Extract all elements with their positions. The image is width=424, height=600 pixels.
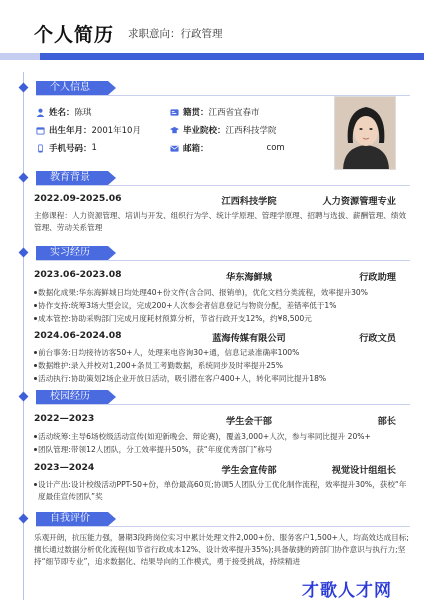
id-card-icon (170, 108, 179, 117)
calendar-icon (36, 126, 45, 135)
list-item: 数据化成果:华东海鲜城日均处理40+份文件(含合同、报销单)，优化文档分类流程，效率提升30% (38, 287, 410, 299)
list-item: 活动执行:协助策划2场企业开放日活动，吸引潜在客户400+人，转化率同比提升18% (38, 373, 410, 385)
phone-icon (36, 144, 45, 153)
work-row: 2023.06-2023.08 华东海鲜城 行政助理 (34, 269, 396, 283)
header-band (0, 53, 424, 60)
section-education-header: 教育背景 (36, 171, 108, 185)
page-title: 个人简历 (34, 24, 115, 46)
list-item: 团队管理:带领12人团队，分工效率提升50%，获“年度优秀部门”称号 (38, 444, 410, 456)
list-item: 活动统筹:主导6场校级活动宣传(如迎新晚会、辩论赛)，覆盖3,000+人次，参与率同比提升 20%+ (38, 431, 410, 443)
info-phone: 手机号码： 1 (36, 142, 97, 154)
mail-icon (170, 144, 179, 153)
section-info-header: 个人信息 (36, 81, 108, 95)
job-intention: 求职意向：行政管理 (128, 28, 223, 40)
list-item: 前台事务:日均接待访客50+人，处理来电咨询30+通，信息记录准确率100% (38, 347, 410, 359)
self-evaluation: 乐观开朗，抗压能力强，暑期3段跨岗位实习中累计处理文件2,000+份、服务客户1,500+人，均高效达成目标;擅长通过数据分析优化流程(如节省行政成本12%、设计效率提升35%);具备敏捷的跨部门协作意识与执行力;坚持“细节即专业”，追求数据化、结果导向的工作模式，勇于接受挑战，持续精进 (34, 533, 409, 566)
list-item: 成本管控:协助采购部门完成月度耗材预算分析，节省行政开支12%，约¥8,500元 (38, 313, 410, 325)
timeline-dot (19, 173, 29, 183)
timeline-dot (19, 248, 29, 258)
section-work-header: 实习经历 (36, 246, 108, 260)
section-rule (36, 185, 410, 186)
list-item: 数据维护:录入并校对1,200+条员工考勤数据，系统同步及时率提升25% (38, 360, 410, 372)
info-name: 姓名： 陈琪 (36, 106, 92, 118)
graduation-cap-icon (170, 126, 179, 135)
info-birth: 出生年月： 2001年10月 (36, 124, 141, 136)
timeline-dot (19, 514, 29, 524)
education-courses: 主修课程：人力资源管理、培训与开发、组织行为学、统计学原理、管理学原理、招聘与选拔、薪酬管理、绩效管理、劳动关系管理 (34, 211, 407, 232)
list-item: 协作支持:统筹3场大型会议，完成200+人次参会者信息登记与物资分配，差错率低于1% (38, 300, 410, 312)
campus-row: 2023—2024 学生会宣传部 视觉设计组组长 (34, 462, 396, 476)
info-origin: 籍贯： 江西省宜春市 (170, 106, 260, 118)
education-row: 2022.09-2025.06 江西科技学院 人力资源管理专业 (34, 193, 396, 207)
person-icon (36, 108, 45, 117)
avatar (335, 97, 396, 170)
list-item: 设计产出:设计校级活动PPT-50+份，单份最高60页;协调5人团队分工优化制作流程，效率提升30%，获校“年度最佳宣传团队”奖 (38, 479, 410, 502)
timeline-dot (19, 392, 29, 402)
profile-photo (334, 96, 396, 170)
watermark: 才歌人才网 (302, 581, 392, 600)
section-rule (36, 404, 410, 405)
timeline-dot (19, 83, 29, 93)
section-rule (36, 260, 410, 261)
info-school: 毕业院校： 江西科技学院 (170, 124, 277, 136)
section-evaluation-header: 自我评价 (36, 512, 108, 526)
info-email: 邮箱： com (170, 142, 285, 154)
section-campus-header: 校园经历 (36, 390, 108, 404)
section-rule (36, 526, 410, 527)
campus-row: 2022—2023 学生会干部 部长 (34, 413, 396, 427)
work-row: 2024.06-2024.08 蓝海传媒有限公司 行政文员 (34, 330, 396, 344)
